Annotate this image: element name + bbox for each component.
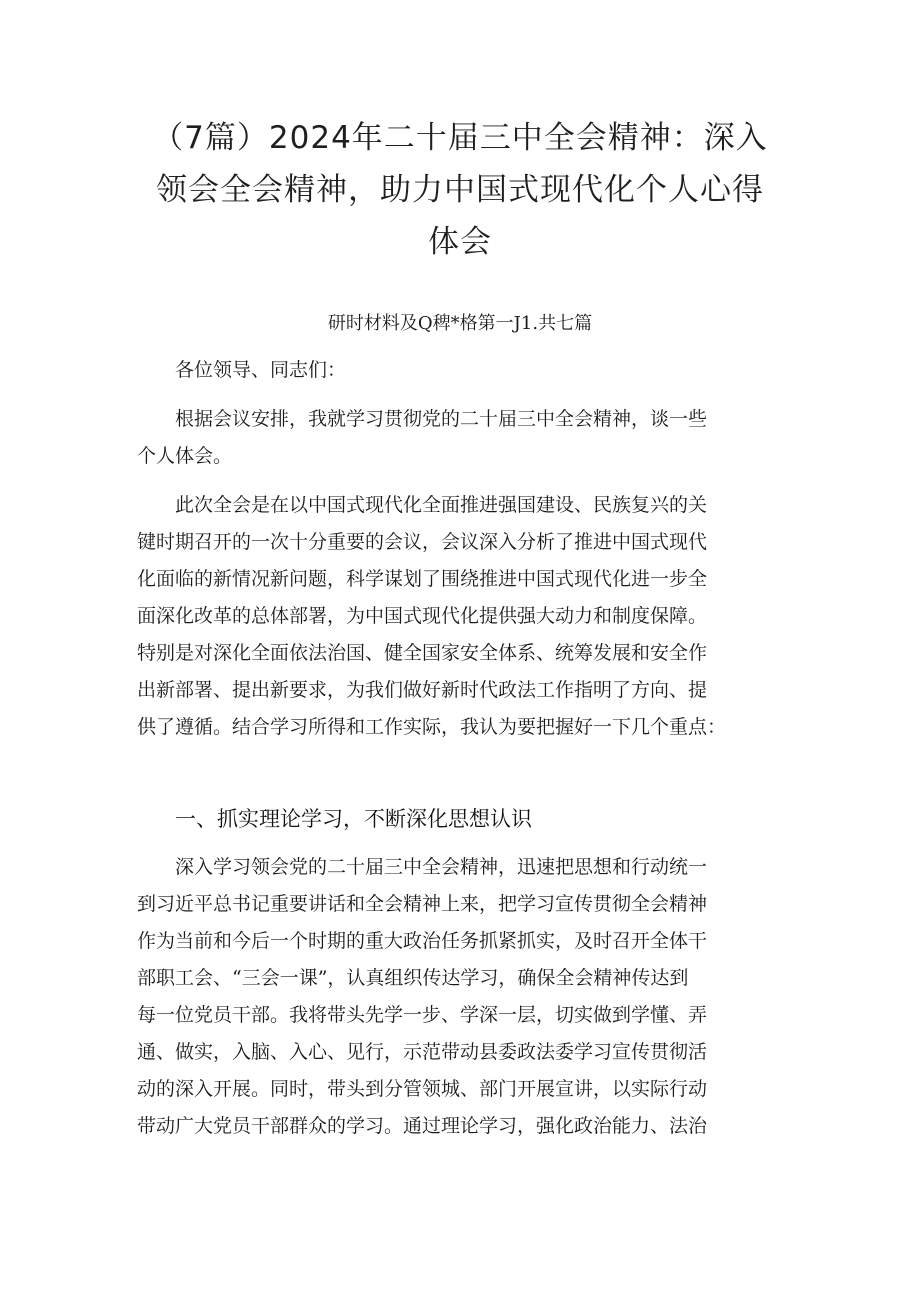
greeting-block: [137, 352, 787, 389]
paragraph-line: 深入学习领会党的二十届三中全会精神，迅速把思想和行动统一: [175, 856, 708, 878]
paragraph-line: 出新部署、提出新要求，为我们做好新时代政法工作指明了方向、提: [137, 679, 708, 701]
paragraph-line: 此次全会是在以中国式现代化全面推进强国建设、民族复兴的关: [175, 494, 708, 516]
paragraph-line: 带动广大党员干部群众的学习。通过理论学习，强化政治能力、法治: [137, 1115, 708, 1137]
paragraph-line: 化面临的新情况新问题，科学谋划了围绕推进中国式现代化进一步全: [137, 568, 708, 590]
paragraph-line: 特别是对深化全面依法治国、健全国家安全体系、统筹发展和安全作: [137, 642, 708, 664]
document-title: [140, 112, 780, 268]
paragraph-line: 动的深入开展。同时，带头到分管领城、部门开展宣讲，以实际行动: [137, 1078, 708, 1100]
paragraph-line: 供了遵循。结合学习所得和工作实际，我认为要把握好一下几个重点：: [137, 716, 727, 738]
paragraph-line: 到习近平总书记重要讲话和全会精神上来，把学习宣传贯彻全会精神: [137, 893, 708, 915]
paragraph-line: 面深化改革的总体部署，为中国式现代化提供强大动力和制度保障。: [137, 605, 708, 627]
document-subtitle: 研时材料及Q稗*格第一J1.共七篇: [327, 313, 593, 334]
paragraph-line: 每一位党员干部。我将带头先学一步、学深一层，切实做到学懂、弄: [137, 1004, 708, 1026]
title-line: （7篇）2024年二十届三中全会精神：深入: [152, 120, 768, 156]
paragraph-1: [137, 401, 787, 475]
paragraph-line: 通、做实，入脑、入心、见行，示范带动县委政法委学习宣传贯彻活: [137, 1041, 708, 1063]
paragraph-line: 作为当前和今后一个时期的重大政治任务抓紧抓实，及时召开全体干: [137, 930, 708, 952]
title-line: 体会: [428, 224, 492, 260]
greeting: 各位领导、同志们：: [175, 359, 347, 381]
paragraph-line: 键时期召开的一次十分重要的会议，会议深入分析了推进中国式现代: [137, 531, 708, 553]
section-heading: 一、抓实理论学习，不断深化思想认识: [175, 807, 532, 831]
title-line: 领会全会精神，助力中国式现代化个人心得: [156, 172, 764, 208]
paragraph-3: [137, 849, 787, 1145]
paragraph-line: 部职工会、“三会一课”，认真组织传达学习，确保全会精神传达到: [137, 967, 689, 989]
paragraph-2: [137, 487, 787, 746]
paragraph-line: 个人体会。: [137, 445, 233, 467]
paragraph-line: 根据会议安排，我就学习贯彻党的二十届三中全会精神，谈一些: [175, 408, 708, 430]
